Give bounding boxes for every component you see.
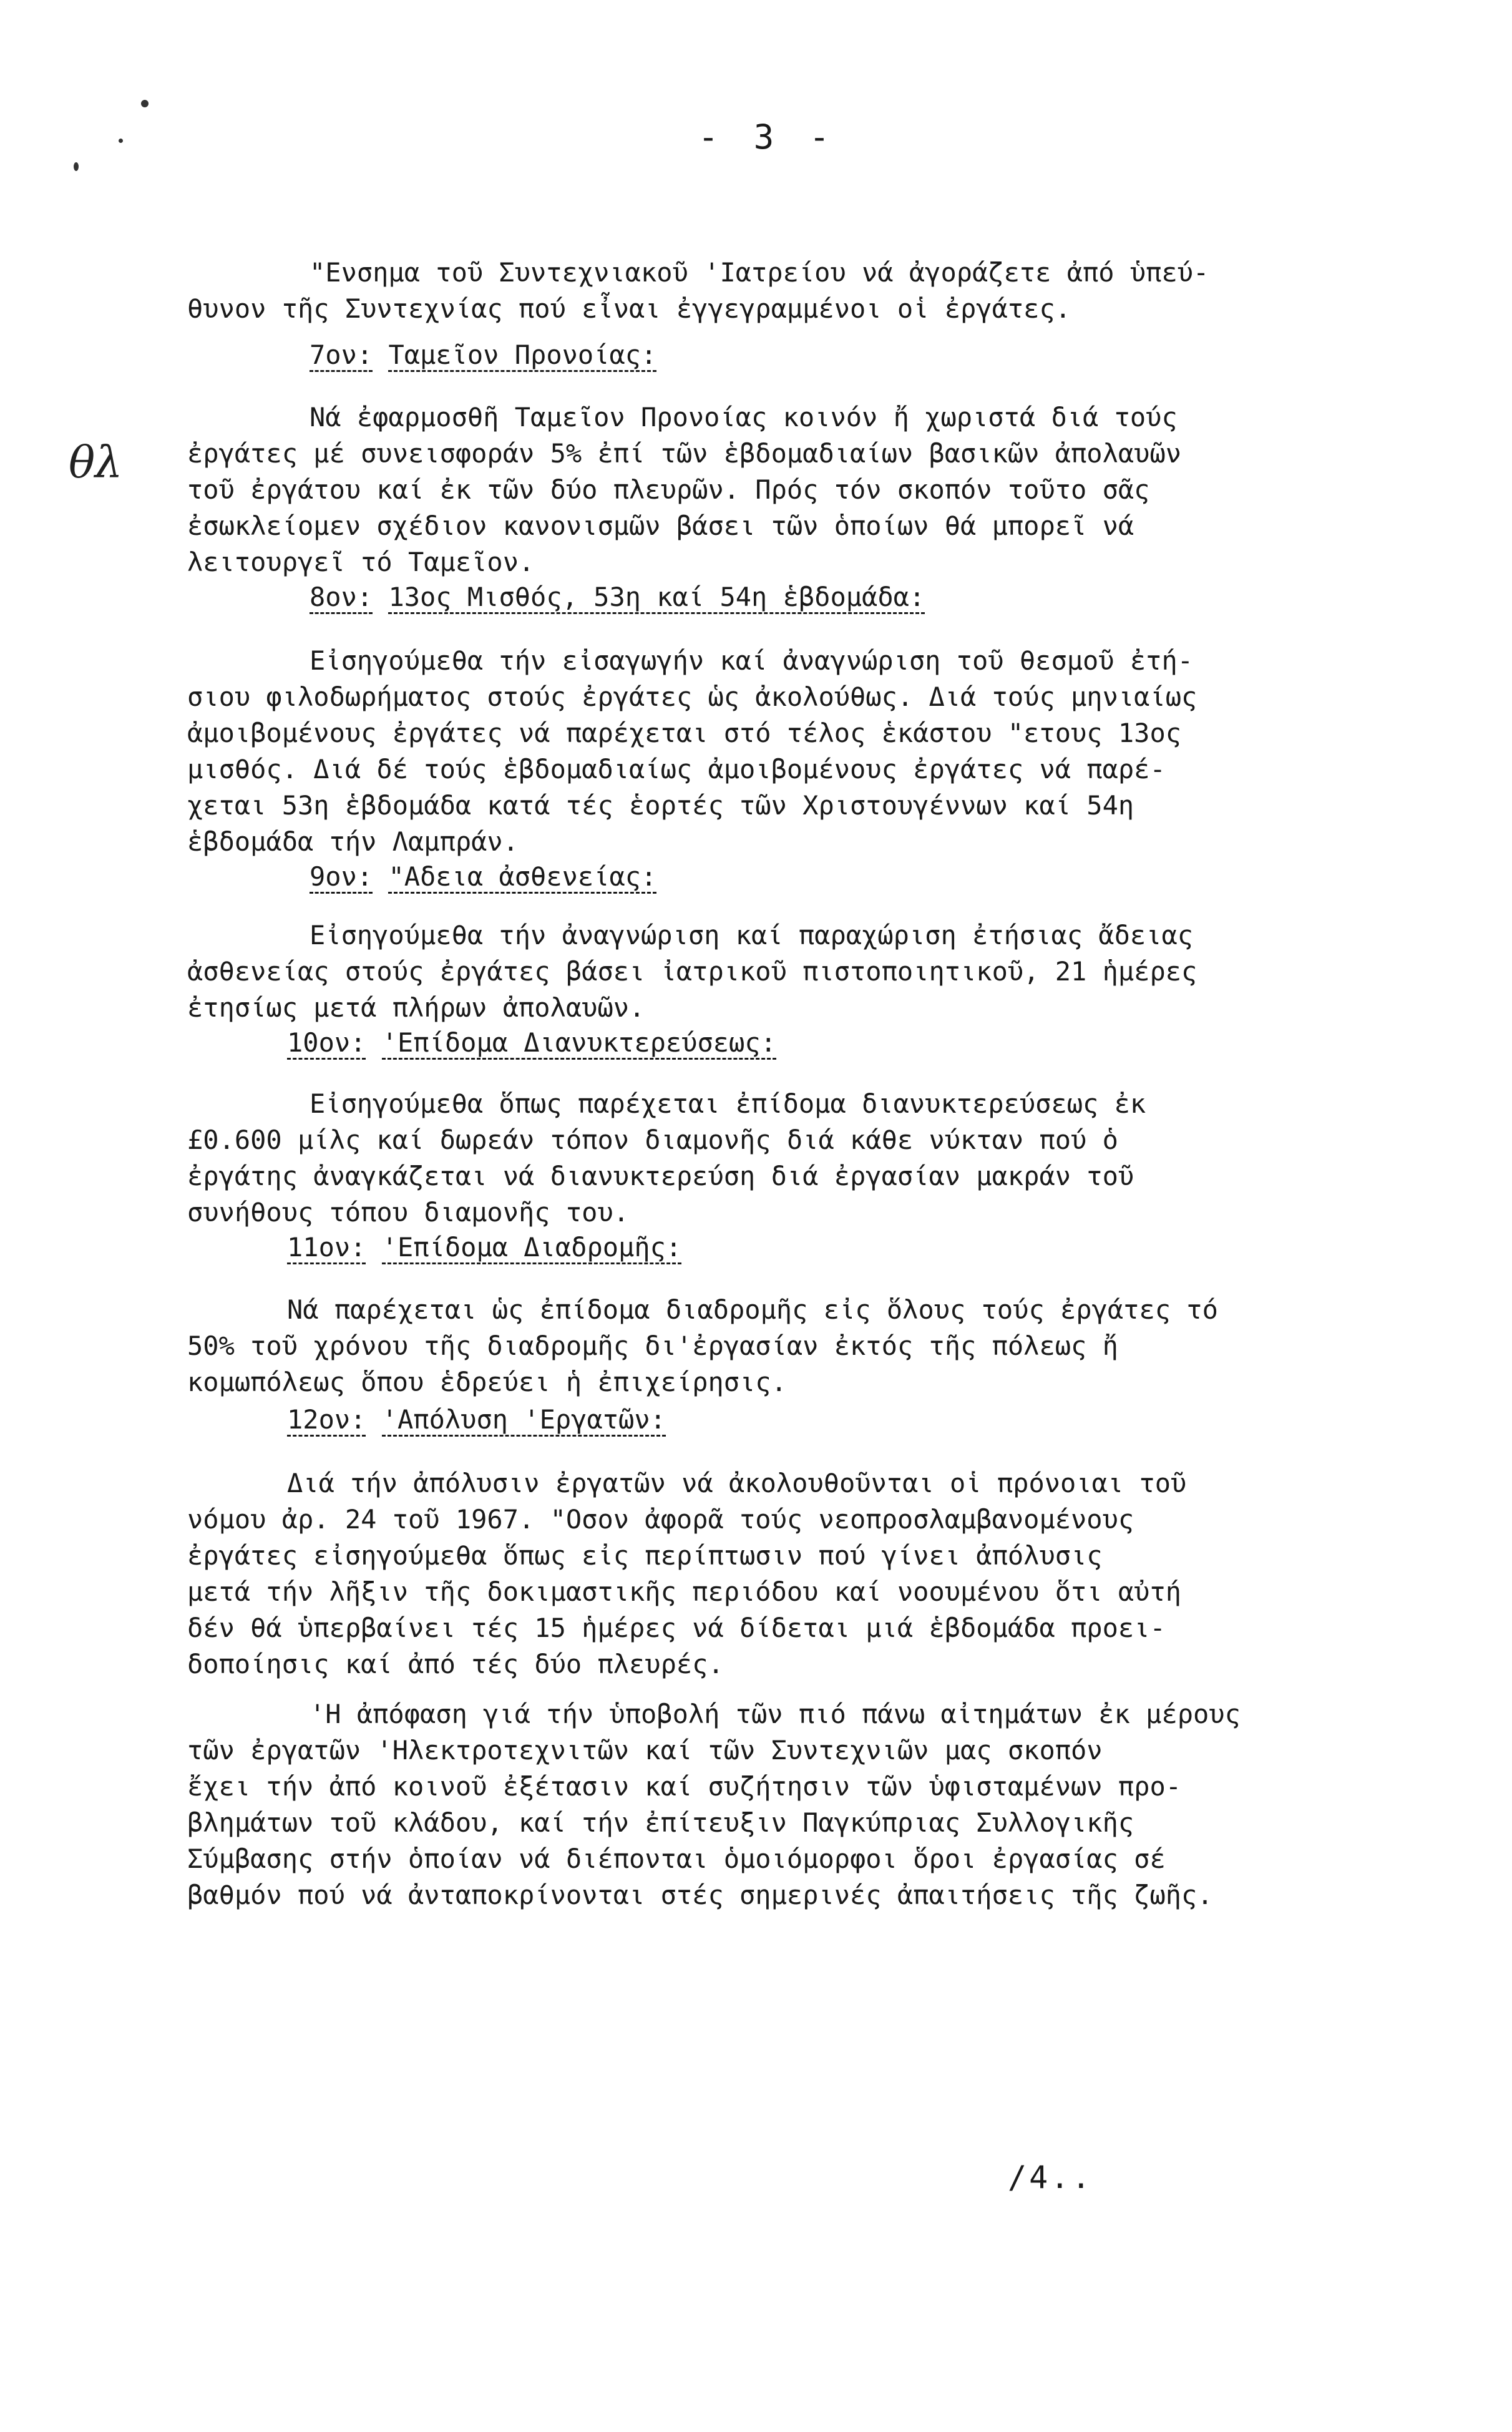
section-heading [287, 1229, 681, 1266]
body-line: συνήθους τόπου διαμονῆς του. [187, 1197, 630, 1228]
body-line: ἐτησίως μετά πλήρων ἀπολαυῶν. [187, 992, 645, 1023]
ink-speck [141, 100, 149, 107]
body-line: λειτουργεῖ τό Ταμεῖον. [187, 547, 535, 577]
body-line: Εἰσηγούμεθα ὅπως παρέχεται ἐπίδομα διανυκτερεύσεως ἐκ [310, 1088, 1146, 1119]
closing-line: βλημάτων τοῦ κλάδου, καί τήν ἐπίτευξιν Παγκύπριας Συλλογικῆς [187, 1807, 1134, 1838]
body-line: δέν θά ὑπερβαίνει τές 15 ἡμέρες νά δίδεται μιά ἑβδομάδα προει- [187, 1613, 1166, 1643]
body-line: ἐργάτης ἀναγκάζεται νά διανυκτερεύση διά ἐργασίαν μακράν τοῦ [187, 1161, 1134, 1191]
section-title: 'Επίδομα Διανυκτερεύσεως: [382, 1027, 776, 1060]
body-line: ἐργάτες εἰσηγούμεθα ὅπως εἰς περίπτωσιν πού γίνει ἀπόλυσις [187, 1540, 1103, 1571]
intro-line: θυνον τῆς Συντεχνίας πού εἶναι ἐγγεγραμμένοι οἱ ἐργάτες. [187, 293, 1071, 324]
section-number: 7ον: [310, 339, 373, 372]
body-line: μετά τήν λῆξιν τῆς δοκιμαστικῆς περιόδου καί νοουμένου ὅτι αὐτή [187, 1576, 1182, 1607]
section-title: 13ος Μισθός, 53η καί 54η ἑβδομάδα: [388, 582, 925, 614]
body-line: Νά παρέχεται ὡς ἐπίδομα διαδρομῆς εἰς ὅλους τούς ἐργάτες τό [287, 1294, 1218, 1325]
ink-speck [119, 139, 123, 143]
page-number: - 3 - [698, 117, 837, 157]
section-title: Ταμεῖον Προνοίας: [388, 339, 656, 372]
body-line: ἑβδομάδα τήν Λαμπράν. [187, 826, 519, 857]
body-line: 50% τοῦ χρόνου τῆς διαδρομῆς δι'ἐργασίαν ἐκτός τῆς πόλεως ἤ [187, 1331, 1118, 1361]
section-number: 11ον: [287, 1232, 366, 1264]
body-line: ἀσθενείας στούς ἐργάτες βάσει ἰατρικοῦ πιστοποιητικοῦ, 21 ἡμέρες [187, 956, 1197, 987]
body-line: ἐσωκλείομεν σχέδιον κανονισμῶν βάσει τῶν ὁποίων θά μπορεῖ νά [187, 510, 1134, 541]
section-number: 12ον: [287, 1404, 366, 1437]
body-line: δοποίησις καί ἀπό τές δύο πλευρές. [187, 1649, 724, 1679]
body-line: ἐργάτες μέ συνεισφοράν 5% ἐπί τῶν ἑβδομαδιαίων βασικῶν ἀπολαυῶν [187, 438, 1182, 469]
next-page-reference: /4.. [1008, 2159, 1093, 2195]
section-heading [310, 859, 656, 895]
closing-line: Σύμβασης στήν ὁποίαν νά διέπονται ὁμοιόμορφοι ὅροι ἐργασίας σέ [187, 1844, 1166, 1874]
closing-line: βαθμόν πού νά ἀνταποκρίνονται στές σημερινές ἀπαιτήσεις τῆς ζωῆς. [187, 1880, 1213, 1910]
body-line: τοῦ ἐργάτου καί ἐκ τῶν δύο πλευρῶν. Πρός τόν σκοπόν τοῦτο σᾶς [187, 474, 1150, 505]
body-line: Εἰσηγούμεθα τήν ἀναγνώριση καί παραχώριση ἐτήσιας ἄδειας [310, 920, 1194, 950]
section-heading [310, 337, 656, 373]
section-heading [287, 1402, 666, 1438]
body-line: Εἰσηγούμεθα τήν εἰσαγωγήν καί ἀναγνώριση τοῦ θεσμοῦ ἐτή- [310, 645, 1194, 676]
ink-speck [74, 162, 79, 171]
closing-line: 'Η ἀπόφαση γιά τήν ὑποβολή τῶν πιό πάνω αἰτημάτων ἐκ μέρους [310, 1699, 1241, 1729]
body-line: σιου φιλοδωρήματος στούς ἐργάτες ὡς ἀκολούθως. Διά τούς μηνιαίως [187, 681, 1197, 712]
section-number: 9ον: [310, 861, 373, 894]
section-heading [310, 579, 925, 615]
body-line: νόμου ἀρ. 24 τοῦ 1967. "Οσον ἀφορᾶ τούς νεοπροσλαμβανομένους [187, 1504, 1134, 1535]
section-title: "Αδεια ἀσθενείας: [388, 861, 656, 894]
closing-line: τῶν ἐργατῶν 'Ηλεκτροτεχνιτῶν καί τῶν Συντεχνιῶν μας σκοπόν [187, 1735, 1103, 1765]
body-line: ἀμοιβομένους ἐργάτες νά παρέχεται στό τέλος ἑκάστου "ετους 13ος [187, 718, 1182, 748]
body-line: Νά ἐφαρμοσθῆ Ταμεῖον Προνοίας κοινόν ἤ χωριστά διά τούς [310, 402, 1178, 432]
section-title: 'Απόλυση 'Εργατῶν: [382, 1404, 666, 1437]
closing-line: ἔχει τήν ἀπό κοινοῦ ἐξέτασιν καί συζήτησιν τῶν ὑφισταμένων προ- [187, 1771, 1182, 1802]
section-number: 8ον: [310, 582, 373, 614]
body-line: Διά τήν ἀπόλυσιν ἐργατῶν νά ἀκολουθοῦνται οἱ πρόνοιαι τοῦ [287, 1468, 1187, 1498]
body-line: κομωπόλεως ὅπου ἑδρεύει ἡ ἐπιχείρησις. [187, 1367, 787, 1397]
section-number: 10ον: [287, 1027, 366, 1060]
body-line: χεται 53η ἑβδομάδα κατά τές ἑορτές τῶν Χριστουγέννων καί 54η [187, 790, 1134, 821]
intro-line: "Ενσημα τοῦ Συντεχνιακοῦ 'Ιατρείου νά ἀγοράζετε ἀπό ὑπεύ- [310, 257, 1209, 288]
section-title: 'Επίδομα Διαδρομῆς: [382, 1232, 681, 1264]
handwritten-margin-note: θλ [69, 437, 123, 488]
body-line: μισθός. Διά δέ τούς ἑβδομαδιαίως ἀμοιβομένους ἐργάτες νά παρέ- [187, 754, 1166, 784]
section-heading [287, 1025, 776, 1061]
body-line: £0.600 μίλς καί δωρεάν τόπον διαμονῆς διά κάθε νύκταν πού ὁ [187, 1125, 1118, 1155]
